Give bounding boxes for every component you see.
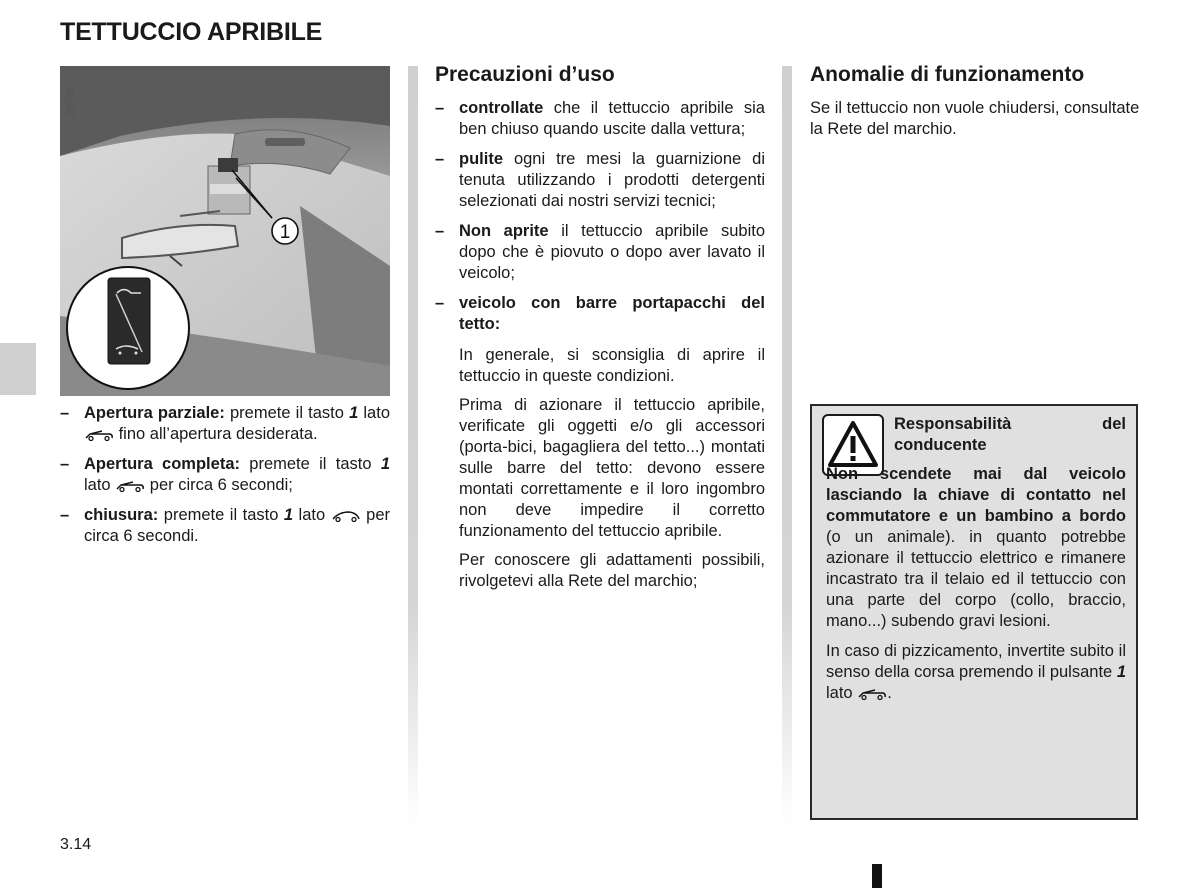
list-item: – Non aprite il tettuccio apribile subito dopo che è piovuto o dopo aver lavato il veicolo;	[435, 221, 765, 284]
section-tab	[0, 343, 36, 395]
car-roof-open-icon	[84, 427, 114, 441]
edge-marker	[872, 864, 882, 888]
page-title: TETTUCCIO APRIBILE	[60, 18, 323, 46]
malfunction-paragraph: Se il tettuccio non vuole chiudersi, consultate la Rete del marchio.	[810, 99, 1140, 138]
warning-box	[810, 404, 1138, 820]
car-roof-open-icon	[857, 686, 887, 700]
column-divider	[782, 66, 792, 826]
roof-bar-paragraph: Prima di azionare il tettuccio apribile, verificate gli oggetti e/o gli accessori (porta-bici, bagagliera del tetto...) montati sulle barre del tetto: devono essere montati correttamente e il loro ingombro non deve impedire il corretto funzionamento del tettuccio apribile.	[459, 396, 765, 540]
list-item: – Apertura completa: premete il tasto 1 lato per circa 6 secondi;	[60, 454, 390, 496]
left-column	[60, 403, 390, 556]
warning-bold-lead: Non scendete mai dal veicolo lasciando la chiave di contatto nel commutatore e un bambino a bordo	[826, 465, 1126, 525]
callout-1-label: 1	[279, 222, 291, 243]
figure-number: 38748	[64, 86, 76, 118]
precautions-heading: Precauzioni d’uso	[435, 63, 615, 86]
warning-paragraph-2: In caso di pizzicamento, invertite subito il senso della corsa premendo il pulsante 1 lato .	[826, 642, 1126, 702]
column-divider	[408, 66, 418, 826]
page-number: 3.14	[60, 836, 92, 853]
car-roof-closed-icon	[331, 508, 361, 522]
malfunction-heading: Anomalie di funzionamento	[810, 63, 1085, 86]
list-item: – chiusura: premete il tasto 1 lato per circa 6 secondi.	[60, 505, 390, 547]
warning-paragraph: Non scendete mai dal veicolo lasciando la chiave di contatto nel commutatore e un bambino a bordo (o un animale). in quanto potrebbe azionare il tettuccio elettrico e rimanere incastrato tra il telaio ed il tettuccio con una parte del corpo (collo, braccio, mano...) subendo gravi lesioni.	[826, 465, 1126, 630]
interior-roof-image	[60, 66, 390, 396]
list-item: – veicolo con barre portapacchi del tetto: In generale, si sconsiglia di aprire il tettuccio in queste condizioni. Prima di azionare il tettuccio apribile, verificate gli oggetti e/o gli accessori (porta-bici, bagagliera del tetto...) montati sulle barre del tetto: devono essere montati correttamente e il loro ingombro non deve impedire il corretto funzionamento del tettuccio apribile. Per conoscere gli adattamenti possibili, rivolgetevi alla Rete del marchio;	[435, 293, 765, 592]
list-item: – controllate che il tettuccio apribile sia ben chiuso quando uscite dalla vettura;	[435, 98, 765, 140]
list-item: – Apertura parziale: premete il tasto 1 lato fino all’apertura desiderata.	[60, 403, 390, 445]
roof-bar-paragraph: Per conoscere gli adattamenti possibili, rivolgetevi alla Rete del marchio;	[459, 551, 765, 590]
roof-operation-list	[60, 403, 390, 547]
warning-text	[826, 414, 1126, 704]
right-column	[810, 62, 1140, 140]
warning-title: Responsabilità del conducente	[894, 415, 1126, 454]
list-item: – pulite ogni tre mesi la guarnizione di tenuta utilizzando i prodotti detergenti selezionati dai nostri servizi tecnici;	[435, 149, 765, 212]
car-roof-open-icon	[115, 478, 145, 492]
middle-column	[435, 62, 765, 601]
roof-bar-paragraph: In generale, si sconsiglia di aprire il tettuccio in queste condizioni.	[459, 346, 765, 385]
precautions-list	[435, 98, 765, 592]
roof-control-illustration	[60, 66, 390, 396]
